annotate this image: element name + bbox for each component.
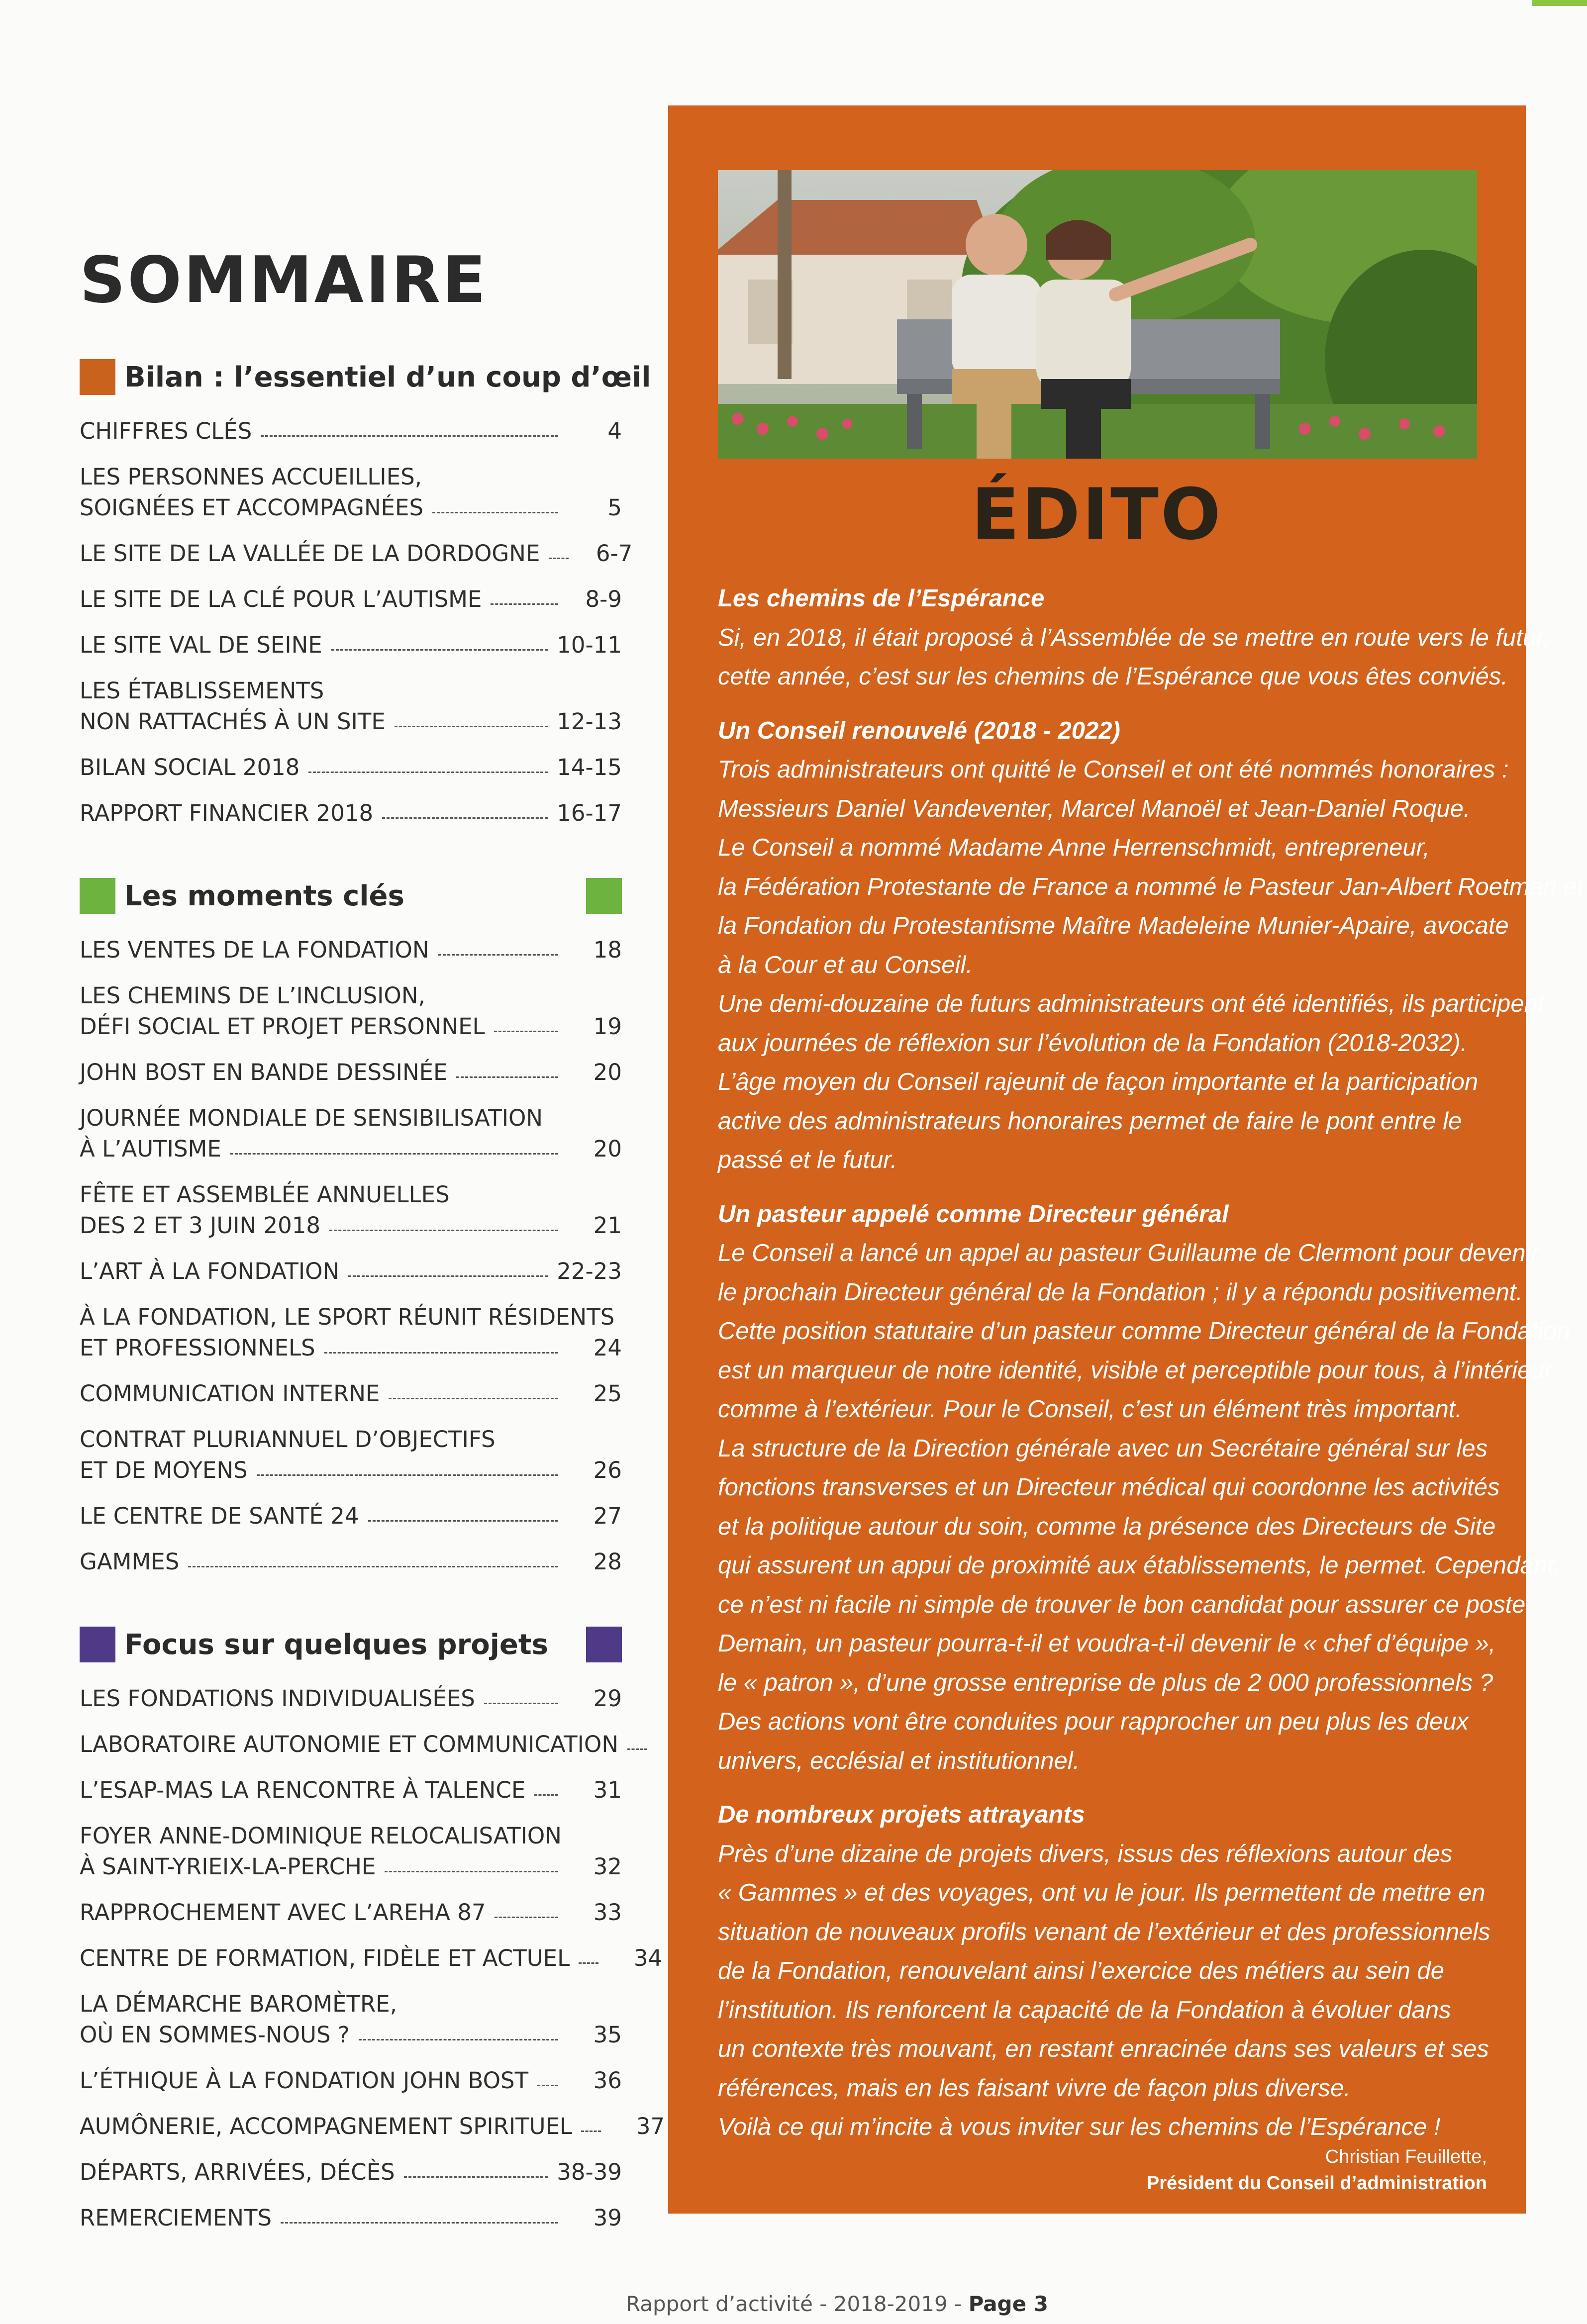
toc-entry-title-line: DES 2 ET 3 JUIN 2018	[80, 1212, 321, 1239]
toc-entry-title-line: À L’AUTISME	[80, 1136, 221, 1162]
toc-page-number: 10-11	[557, 632, 622, 658]
edito-paragraph-heading: Un pasteur appelé comme Directeur général	[718, 1200, 1229, 1228]
toc-entry-title-line: ET PROFESSIONNELS	[80, 1335, 315, 1361]
toc-entry-title-line: CHIFFRES CLÉS	[80, 418, 252, 444]
toc-entry[interactable]	[80, 1897, 622, 1928]
toc-entry-title-line: LES VENTES DE LA FONDATION	[80, 937, 429, 963]
toc-entry-title-line: JOHN BOST EN BANDE DESSINÉE	[80, 1059, 448, 1085]
dotted-leader	[494, 1031, 558, 1032]
edito-text-line: qui assurent un appui de proximité aux établissements, le permet. Cependant,	[718, 1552, 1561, 1579]
signature-role: Président du Conseil d’administration	[1146, 2173, 1487, 2194]
signature-name: Christian Feuillette,	[1325, 2146, 1487, 2167]
edito-text-line: Le Conseil a lancé un appel au pasteur Guillaume de Clermont pour devenir	[718, 1240, 1539, 1266]
edito-text-line: ce n’est ni facile ni simple de trouver le bon candidat pour assurer ce poste.	[718, 1591, 1532, 1618]
toc-page-number: 32	[593, 1853, 622, 1880]
edito-text-line: et la politique autour du soin, comme la présence des Directeurs de Site	[718, 1513, 1496, 1540]
dotted-leader	[534, 1794, 558, 1796]
section-color-square	[80, 1627, 115, 1662]
toc-entry-title-line: LES CHEMINS DE L’INCLUSION,	[80, 982, 425, 1009]
edito-text-line: Près d’une dizaine de projets divers, issus des réflexions autour des	[718, 1840, 1453, 1867]
toc-entry[interactable]	[80, 2065, 622, 2096]
toc-entry-title-line: AUMÔNERIE, ACCOMPAGNEMENT SPIRITUEL	[80, 2113, 573, 2139]
toc-entry[interactable]	[80, 980, 622, 1042]
dotted-leader	[188, 1566, 558, 1567]
toc-page-number: 18	[593, 937, 622, 963]
toc-entry-title-line: RAPPROCHEMENT AVEC L’AREHA 87	[80, 1899, 486, 1926]
toc-section-heading	[80, 876, 622, 916]
toc-entry-title-line: À LA FONDATION, LE SPORT RÉUNIT RÉSIDENTS	[80, 1304, 615, 1330]
dotted-leader	[385, 1871, 558, 1872]
edito-text-line: la Fondation du Protestantisme Maître Madeleine Munier-Apaire, avocate	[718, 912, 1509, 939]
edito-text-line: univers, ecclésial et institutionnel.	[718, 1747, 1080, 1774]
dotted-leader	[324, 1352, 558, 1354]
toc-entry-title-line: LA DÉMARCHE BAROMÈTRE,	[80, 1991, 397, 2017]
toc-entry-title-line: REMERCIEMENTS	[80, 2205, 272, 2231]
dotted-leader	[537, 2085, 558, 2086]
toc-page-number: 37	[636, 2113, 665, 2139]
table-of-contents	[80, 243, 665, 2281]
toc-entry-title-line: RAPPORT FINANCIER 2018	[80, 800, 374, 826]
toc-entry-title-line: L’ÉTHIQUE À LA FONDATION JOHN BOST	[80, 2067, 529, 2094]
dotted-leader	[382, 817, 548, 819]
toc-entry[interactable]	[80, 1057, 622, 1088]
dotted-leader	[438, 954, 558, 956]
toc-entry-title-line: SOIGNÉES ET ACCOMPAGNÉES	[80, 494, 424, 521]
dotted-leader	[432, 512, 558, 513]
toc-page-number: 5	[607, 494, 622, 521]
toc-section-label: Focus sur quelques projets	[124, 1628, 549, 1661]
toc-page-number: 12-13	[557, 708, 622, 735]
toc-section-label: Les moments clés	[124, 879, 404, 912]
toc-entry[interactable]	[80, 1729, 622, 1760]
toc-page-number: 38-39	[557, 2159, 622, 2185]
dotted-leader	[395, 726, 548, 727]
toc-entry-title-line: NON RATTACHÉS À UN SITE	[80, 708, 386, 735]
edito-text-line: de la Fondation, renouvelant ainsi l’exercice des métiers au sein de	[718, 1957, 1444, 1984]
toc-entry-title-line: L’ART À LA FONDATION	[80, 1258, 340, 1284]
section-color-square	[80, 359, 115, 395]
toc-entry-title-line: DÉFI SOCIAL ET PROJET PERSONNEL	[80, 1013, 485, 1040]
edito-text-line: un contexte très mouvant, en restant enracinée dans ses valeurs et ses	[718, 2035, 1489, 2062]
dotted-leader	[579, 1962, 598, 1964]
toc-entry-title-line: LES FONDATIONS INDIVIDUALISÉES	[80, 1685, 475, 1712]
toc-page-number: 35	[593, 2022, 622, 2048]
edito-text-line: La structure de la Direction générale avec un Secrétaire général sur les	[718, 1435, 1488, 1462]
edito-text-line: cette année, c’est sur les chemins de l’Espérance que vous êtes conviés.	[718, 663, 1508, 690]
toc-section-heading	[80, 357, 651, 397]
dotted-leader	[495, 1917, 558, 1918]
toc-entry[interactable]	[80, 1989, 622, 2050]
toc-entry-title-line: FOYER ANNE-DOMINIQUE RELOCALISATION	[80, 1823, 562, 1849]
toc-page-number: 24	[593, 1335, 622, 1361]
toc-page-number: 34	[633, 1945, 663, 1971]
edito-text-line: Demain, un pasteur pourra-t-il et voudra-t-il devenir le « chef d’équipe »,	[718, 1630, 1496, 1657]
toc-page-number: 39	[593, 2205, 622, 2231]
toc-entry[interactable]	[80, 462, 622, 523]
toc-entry-title-line: JOURNÉE MONDIALE DE SENSIBILISATION	[80, 1105, 543, 1131]
toc-section-heading	[80, 1625, 622, 1664]
toc-entry-title-line: BILAN SOCIAL 2018	[80, 754, 300, 780]
edito-text-line: le « patron », d’une grosse entreprise de plus de 2 000 professionnels ?	[718, 1669, 1493, 1696]
toc-entry[interactable]	[80, 935, 622, 966]
edito-text-line: situation de nouveaux profils venant de l’extérieur et des professionnels	[718, 1918, 1490, 1945]
edito-text-line: active des administrateurs honoraires permet de faire le pont entre le	[718, 1107, 1462, 1135]
page-footer	[626, 2294, 1048, 2315]
toc-list	[80, 416, 633, 829]
toc-entry[interactable]	[80, 676, 622, 737]
toc-entry[interactable]	[80, 630, 622, 661]
toc-page-number: 25	[593, 1380, 622, 1407]
edito-text-line: est un marqueur de notre identité, visible et perceptible pour tous, à l’intérieur	[718, 1356, 1553, 1384]
toc-entry[interactable]	[80, 1547, 622, 1577]
dotted-leader	[348, 1275, 548, 1277]
section-color-square	[586, 1627, 622, 1662]
toc-page-number: 14-15	[557, 754, 622, 780]
edito-panel	[668, 105, 1584, 2214]
dotted-leader	[308, 772, 548, 773]
edito-text-line: Une demi-douzaine de futurs administrateurs ont été identifiés, ils participent	[718, 990, 1545, 1017]
edito-paragraph-heading: Un Conseil renouvelé (2018 - 2022)	[718, 717, 1120, 744]
toc-page-number: 27	[593, 1503, 622, 1529]
toc-entry-title-line: LES PERSONNES ACCUEILLIES,	[80, 464, 422, 490]
toc-page-number: 31	[593, 1777, 622, 1803]
dotted-leader	[257, 1474, 558, 1476]
edito-text-line: Des actions vont être conduites pour rapprocher un peu plus les deux	[718, 1708, 1469, 1735]
section-color-square	[586, 878, 622, 914]
toc-page-number: 36	[593, 2067, 622, 2094]
toc-entry[interactable]	[80, 798, 622, 829]
edito-text-line: L’âge moyen du Conseil rajeunit de façon importante et la participation	[718, 1068, 1479, 1095]
edito-text-line: la Fédération Protestante de France a nommé le Pasteur Jan-Albert Roetman et	[718, 873, 1584, 900]
section-color-square	[80, 878, 115, 914]
toc-entry[interactable]	[80, 1943, 663, 1974]
toc-entry-title-line: DÉPARTS, ARRIVÉES, DÉCÈS	[80, 2159, 395, 2185]
edito-text-line: Le Conseil a nommé Madame Anne Herrenschmidt, entrepreneur,	[718, 834, 1430, 861]
dotted-leader	[329, 1230, 558, 1231]
toc-entry[interactable]	[80, 1256, 622, 1287]
dotted-leader	[581, 2130, 601, 2132]
toc-page-number: 28	[593, 1549, 622, 1575]
toc-page-number: 20	[593, 1136, 622, 1162]
toc-page-number: 16-17	[557, 800, 622, 826]
footer-page-number: Page 3	[968, 2292, 1048, 2316]
toc-entry[interactable]	[80, 2157, 622, 2188]
edito-text-line: Trois administrateurs ont quitté le Conseil et ont été nommés honoraires :	[718, 756, 1509, 783]
toc-list	[80, 935, 622, 1577]
toc-entry[interactable]	[80, 1683, 622, 1714]
dotted-leader	[359, 2039, 558, 2040]
paragraph-gap	[718, 1180, 1494, 1195]
edito-title: ÉDITO	[971, 474, 1223, 556]
edito-text-line: Messieurs Daniel Vandeventer, Marcel Manoël et Jean-Daniel Roque.	[718, 795, 1471, 822]
toc-page-number: 22-23	[557, 1258, 622, 1284]
footer-label: Rapport d’activité - 2018-2019 -	[626, 2292, 962, 2316]
edito-body	[718, 579, 1584, 2147]
toc-entry-title-line: OÙ EN SOMMES-NOUS ?	[80, 2022, 350, 2048]
toc-entry-title-line: CENTRE DE FORMATION, FIDÈLE ET ACTUEL	[80, 1945, 570, 1971]
signature	[1147, 2144, 1487, 2197]
paragraph-gap	[718, 696, 1494, 711]
toc-sections	[80, 357, 665, 2233]
edito-text-line: Voilà ce qui m’incite à vous inviter sur les chemins de l’Espérance !	[718, 2114, 1441, 2140]
toc-entry[interactable]	[80, 584, 622, 615]
dotted-leader	[484, 1703, 558, 1704]
toc-entry[interactable]	[80, 2203, 622, 2233]
toc-page-number: 20	[593, 1059, 622, 1085]
edito-paragraph-heading: De nombreux projets attrayants	[718, 1801, 1085, 1828]
toc-page-number: 6-7	[595, 540, 633, 567]
toc-title: SOMMAIRE	[80, 243, 488, 317]
edito-text-line: comme à l’extérieur. Pour le Conseil, c’est un élément très important.	[718, 1396, 1463, 1423]
toc-entry-title-line: LE SITE DE LA VALLÉE DE LA DORDOGNE	[80, 540, 540, 567]
toc-entry[interactable]	[80, 2111, 665, 2142]
edito-text-line: à la Cour et au Conseil.	[718, 951, 973, 978]
edito-text-line: Si, en 2018, il était proposé à l’Assemblée de se mettre en route vers le futur,	[718, 624, 1550, 651]
dotted-leader	[627, 1748, 647, 1750]
toc-page-number: 29	[593, 1685, 622, 1712]
dotted-leader	[368, 1520, 558, 1522]
toc-entry[interactable]	[80, 1302, 622, 1363]
edito-paragraph-heading: Les chemins de l’Espérance	[718, 585, 1045, 612]
toc-entry[interactable]	[80, 752, 622, 783]
edito-text-line: l’institution. Ils renforcent la capacité de la Fondation à évoluer dans	[718, 1996, 1451, 2024]
toc-entry-title-line: FÊTE ET ASSEMBLÉE ANNUELLES	[80, 1181, 450, 1208]
dotted-leader	[230, 1153, 558, 1155]
toc-entry[interactable]	[80, 416, 622, 447]
corner-mark	[1532, 0, 1587, 6]
toc-entry-title-line: À SAINT-YRIEIX-LA-PERCHE	[80, 1853, 376, 1880]
toc-entry[interactable]	[80, 538, 633, 569]
edito-text-line: fonctions transverses et un Directeur médical qui coordonne les activités	[718, 1474, 1500, 1501]
edito-text-line: aux journées de réflexion sur l’évolution de la Fondation (2018-2032).	[718, 1029, 1468, 1057]
toc-entry[interactable]	[80, 1501, 622, 1532]
toc-page-number: 33	[593, 1899, 622, 1926]
toc-page-number: 26	[593, 1457, 622, 1483]
toc-page-number: 4	[607, 418, 622, 444]
toc-entry-title-line: LES ÉTABLISSEMENTS	[80, 678, 324, 704]
toc-entry-title-line: GAMMES	[80, 1549, 180, 1575]
toc-entry[interactable]	[80, 1424, 622, 1486]
dotted-leader	[261, 435, 558, 437]
toc-entry[interactable]	[80, 1378, 622, 1409]
paragraph-gap	[718, 1780, 1494, 1795]
dotted-leader	[549, 558, 569, 559]
toc-entry-title-line: LE SITE DE LA CLÉ POUR L’AUTISME	[80, 586, 482, 612]
toc-entry[interactable]	[80, 1103, 622, 1164]
toc-page-number: 19	[593, 1013, 622, 1040]
edito-text-line: Cette position statutaire d’un pasteur comme Directeur général de la Fondation	[718, 1318, 1571, 1345]
toc-entry[interactable]	[80, 1179, 622, 1241]
dotted-leader	[331, 649, 548, 651]
toc-entry[interactable]	[80, 1821, 622, 1882]
dotted-leader	[404, 2176, 548, 2178]
dotted-leader	[281, 2222, 558, 2224]
dotted-leader	[491, 603, 558, 605]
toc-entry-title-line: LE SITE VAL DE SEINE	[80, 632, 322, 658]
toc-page-number: 21	[593, 1212, 622, 1239]
dotted-leader	[389, 1398, 558, 1399]
toc-entry-title-line: COMMUNICATION INTERNE	[80, 1380, 380, 1407]
edito-text-line: passé et le futur.	[718, 1147, 897, 1173]
toc-page-number: 8-9	[585, 586, 622, 612]
toc-entry-title-line: LABORATOIRE AUTONOMIE ET COMMUNICATION	[80, 1731, 618, 1757]
photo-illustration	[718, 170, 1477, 459]
dotted-leader	[456, 1076, 558, 1078]
toc-entry-title-line: L’ESAP-MAS LA RENCONTRE À TALENCE	[80, 1777, 526, 1803]
edito-photo	[718, 170, 1477, 459]
toc-entry-title-line: ET DE MOYENS	[80, 1457, 248, 1483]
edito-text-line: le prochain Directeur général de la Fondation ; il y a répondu positivement.	[718, 1278, 1523, 1306]
toc-list	[80, 1683, 665, 2233]
toc-entry-title-line: LE CENTRE DE SANTÉ 24	[80, 1503, 359, 1529]
toc-entry[interactable]	[80, 1775, 622, 1806]
toc-entry-title-line: CONTRAT PLURIANNUEL D’OBJECTIFS	[80, 1426, 496, 1452]
edito-text-line: « Gammes » et des voyages, ont vu le jour. Ils permettent de mettre en	[718, 1879, 1486, 1906]
toc-section-label: Bilan : l’essentiel d’un coup d’œil	[124, 361, 651, 393]
edito-text-line: références, mais en les faisant vivre de façon plus diverse.	[718, 2074, 1351, 2102]
